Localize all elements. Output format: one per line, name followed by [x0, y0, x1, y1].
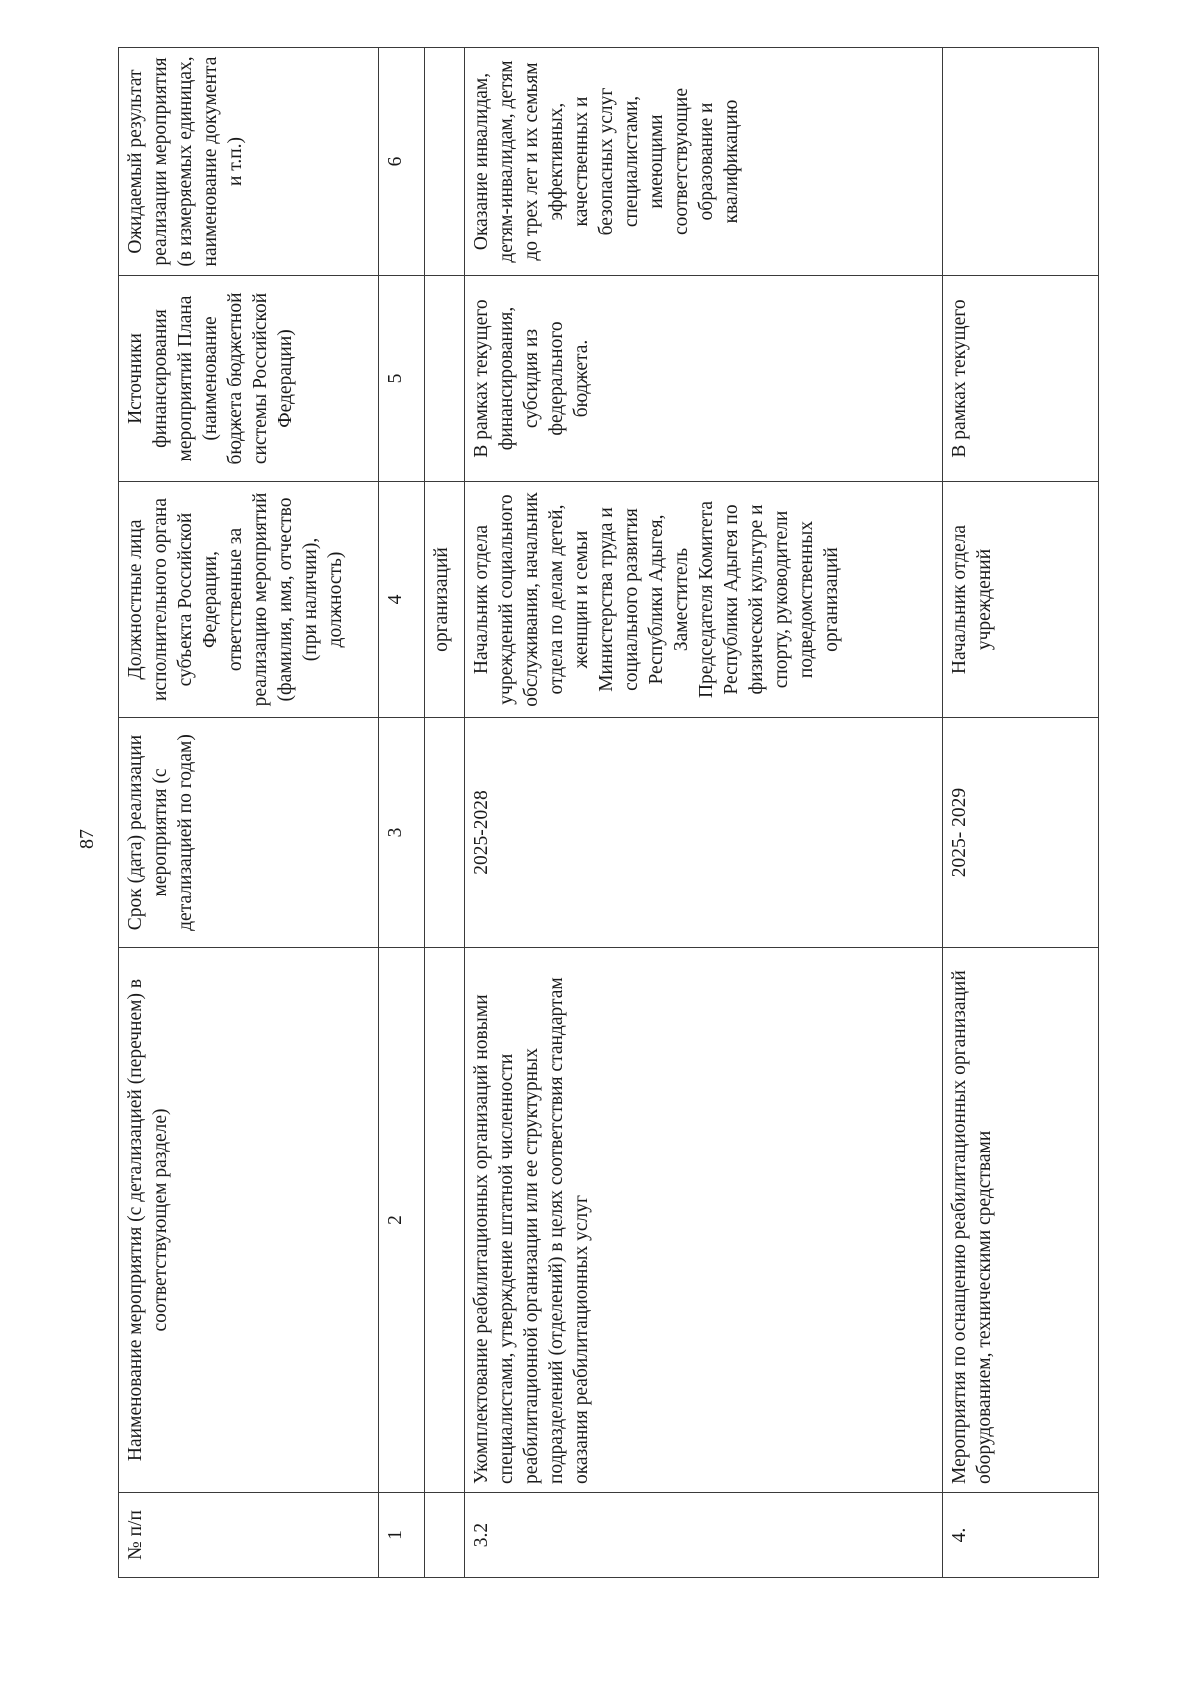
column-number: 4: [379, 482, 425, 718]
table-row: [465, 48, 943, 1578]
cell-num: 3.2: [465, 1493, 943, 1578]
landscape-sheet: [118, 48, 1098, 1578]
cell-sources: В рамках текущего: [943, 276, 1099, 482]
cell-result: [943, 48, 1099, 276]
column-number: 3: [379, 718, 425, 948]
cell-term: 2025- 2029: [943, 718, 1099, 948]
table-row: [425, 48, 465, 1578]
cell-sources: В рамках текущего финансирования, субсидия из федерального бюджета.: [465, 276, 943, 482]
cell-name: [425, 948, 465, 1493]
cell-officials: Начальник отдела учреждений социального обслуживания, начальник отдела по делам детей, женщин и семьи Министерства труда и социального развития Республики Адыгея, Заместитель Председателя Комитета Республики Адыгея по физической культуре и спорту, руководители подведомственных организаций: [465, 482, 943, 718]
column-number: 2: [379, 948, 425, 1493]
cell-officials: организаций: [425, 482, 465, 718]
cell-num: [425, 1493, 465, 1578]
cell-term: [425, 718, 465, 948]
plan-table: [118, 47, 1099, 1578]
page-number: 87: [76, 829, 98, 849]
column-number: 1: [379, 1493, 425, 1578]
cell-num: 4.: [943, 1493, 1099, 1578]
cell-name: Укомплектование реабилитационных организаций новыми специалистами, утверждение штатной численности реабилитационной организации или ее структурных подразделений (отделений) в целях соответствия стандартам оказания реабилитационных услуг: [465, 948, 943, 1493]
header-term: Срок (дата) реализации мероприятия (с детализацией по годам): [119, 718, 379, 948]
header-result: Ожидаемый результат реализации мероприятия (в измеряемых единицах, наименование документа и т.п.): [119, 48, 379, 276]
cell-result: [425, 48, 465, 276]
table-row: [943, 48, 1099, 1578]
header-num: № п/п: [119, 1493, 379, 1578]
cell-sources: [425, 276, 465, 482]
cell-name: Мероприятия по оснащению реабилитационных организаций оборудованием, техническими средствами: [943, 948, 1099, 1493]
header-sources: Источники финансирования мероприятий Плана (наименование бюджета бюджетной системы Российской Федерации): [119, 276, 379, 482]
column-number: 5: [379, 276, 425, 482]
column-number: 6: [379, 48, 425, 276]
header-officials: Должностные лица исполнительного органа субъекта Российской Федерации, ответственные за реализацию мероприятий (фамилия, имя, отчество (при наличии), должность): [119, 482, 379, 718]
cell-officials: Начальник отдела учреждений: [943, 482, 1099, 718]
cell-term: 2025-2028: [465, 718, 943, 948]
column-number-row: [379, 48, 425, 1578]
header-name: Наименование мероприятия (с детализацией (перечнем) в соответствующем разделе): [119, 948, 379, 1493]
table-header-row: [119, 48, 379, 1578]
cell-result: Оказание инвалидам, детям-инвалидам, детям до трех лет и их семьям эффективных, качественных и безопасных услуг специалистами, имеющими соответствующие образование и квалификацию: [465, 48, 943, 276]
